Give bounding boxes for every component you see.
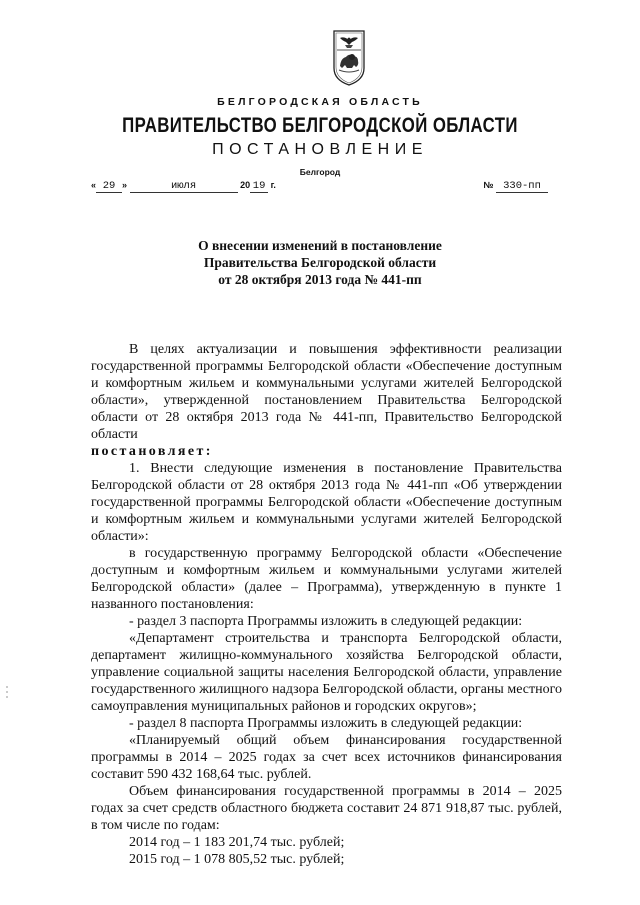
year-mark: г.: [268, 180, 276, 190]
paragraph-program: в государственную программу Белгородской области «Обеспечение доступным и комфортным жильем и коммунальными услугами жителей Белгородской области» (далее – Программа), утвержденную в пункте 1 названного постановления:: [91, 546, 562, 612]
paragraph-decree-verb: [91, 443, 562, 460]
date-year: 19: [250, 181, 268, 193]
date-number-line: [91, 180, 548, 194]
title-line-2: Правительства Белгородской области: [203, 255, 437, 270]
paragraph-year-2015: 2015 год – 1 078 805,52 тыс. рублей;: [129, 852, 345, 867]
number-value: 330-пп: [496, 181, 548, 193]
close-quote: »: [122, 180, 128, 190]
document-title: [0, 237, 640, 288]
paragraph-section-8-text: «Планируемый общий объем финансирования государственной программы в 2014 – 2025 годах за счет всех источников финансирования составит 590 432 168,64 тыс. рублей.: [91, 733, 562, 782]
region-name: БЕЛГОРОДСКАЯ ОБЛАСТЬ: [217, 96, 423, 108]
date-month: июля: [130, 181, 238, 193]
paragraph-regional-budget: Объем финансирования государственной программы в 2014 – 2025 годах за счет средств областного бюджета составит 24 871 918,87 тыс. рублей, в том числе по годам:: [91, 784, 562, 833]
scan-artifact: [6, 686, 9, 700]
paragraph-preamble: В целях актуализации и повышения эффективности реализации государственной программы Белгородской области «Обеспечение доступным и комфортным жильем и коммунальными услугами жителей Белгородской области», утвержденной постановлением Правительства Белгородской области от 28 октября 2013 года № 441-пп, Правительство Белгородской области: [91, 342, 562, 442]
title-line-1: О внесении изменений в постановление: [198, 238, 442, 253]
number-label: №: [483, 180, 494, 190]
belgorod-coat-of-arms-icon: [329, 28, 369, 88]
city-name: Белгород: [299, 167, 341, 177]
open-quote: «: [91, 180, 97, 190]
document-type: ПОСТАНОВЛЕНИЕ: [212, 141, 428, 158]
paragraph-section-3: - раздел 3 паспорта Программы изложить в следующей редакции:: [129, 614, 523, 629]
paragraph-section-3-text: «Департамент строительства и транспорта Белгородской области, департамент жилищно-коммунального хозяйства Белгородской области, управление социальной защиты населения Белгородской области, управление государственного жилищного надзора Белгородской области, органы местного самоуправления муниципальных районов и городских округов»;: [91, 631, 562, 714]
title-line-3: от 28 октября 2013 года № 441-пп: [218, 272, 422, 287]
document-number: [483, 180, 548, 193]
decree-verb: постановляет:: [91, 444, 213, 459]
paragraph-section-8: - раздел 8 паспорта Программы изложить в следующей редакции:: [129, 716, 523, 731]
document-body: [91, 341, 562, 868]
year-prefix: 20: [240, 180, 251, 190]
document-date: [91, 180, 276, 193]
date-day: 29: [96, 181, 122, 193]
government-name: ПРАВИТЕЛЬСТВО БЕЛГОРОДСКОЙ ОБЛАСТИ: [122, 114, 518, 137]
paragraph-year-2014: 2014 год – 1 183 201,74 тыс. рублей;: [129, 835, 345, 850]
paragraph-item-1: 1. Внести следующие изменения в постановление Правительства Белгородской области от 28 октября 2013 года № 441-пп «Об утверждении государственной программы Белгородской области «Обеспечение доступным и комфортным жильем и коммунальными услугами жителей Белгородской области»:: [91, 461, 562, 544]
